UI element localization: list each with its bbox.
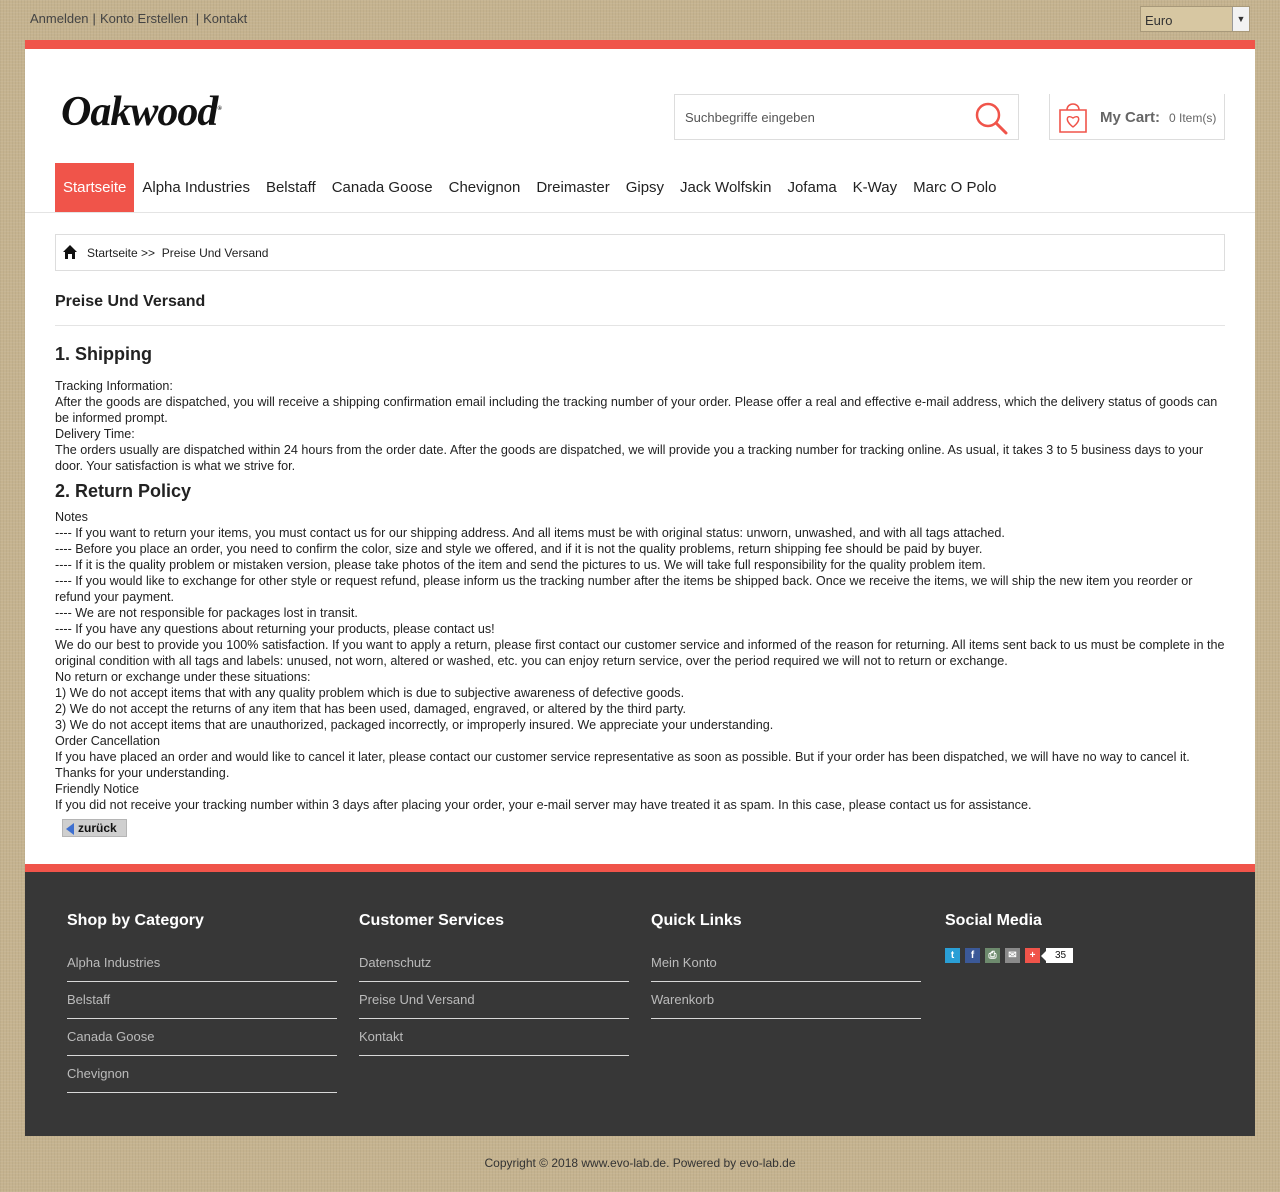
footer-link[interactable]: Preise Und Versand xyxy=(359,982,629,1019)
paragraph: We do our best to provide you 100% satisfaction. If you want to apply a return, please first contact our customer service and informed of the reason for returning. All items sent back to us must be complete in the original condition with all tags and labels: unused, not worn, altered or washed, etc. you can enjoy return service, over the period required we will not to return or exchange. xyxy=(55,638,1225,668)
footer-column-social-media xyxy=(945,912,1215,945)
footer-column-customer-services xyxy=(359,912,629,1056)
facebook-icon[interactable]: f xyxy=(965,948,980,963)
search-box xyxy=(674,94,1019,140)
paragraph: ---- Before you place an order, you need to confirm the color, size and style we offered, and if it is not the quality problems, return shipping fee should be paid by buyer. xyxy=(55,542,983,556)
paragraph: ---- If it is the quality problem or mistaken version, please take photos of the item and send the pictures to us. We will take full responsibility for the quality problem item. xyxy=(55,558,986,572)
page-title: Preise Und Versand xyxy=(55,293,206,310)
nav-item-chevignon[interactable]: Chevignon xyxy=(448,179,521,196)
share-count: 35 xyxy=(1046,948,1073,963)
share-plus-icon[interactable]: + xyxy=(1025,948,1040,963)
paragraph: 1) We do not accept items that with any quality problem which is due to subjective awareness of defective goods. xyxy=(55,686,685,700)
arrow-left-icon xyxy=(66,823,74,835)
nav-item-dreimaster[interactable]: Dreimaster xyxy=(536,179,610,196)
paragraph: If you did not receive your tracking number within 3 days after placing your order, your e-mail server may have treated it as spam. In this case, please contact us for assistance. xyxy=(55,798,1032,812)
back-button-label: zurück xyxy=(78,821,117,835)
paragraph: Order Cancellation xyxy=(55,734,160,748)
nav-item-startseite[interactable]: Startseite xyxy=(55,163,134,212)
footer-link[interactable]: Mein Konto xyxy=(651,945,921,982)
cart-label: My Cart: xyxy=(1100,109,1161,126)
footer-link[interactable]: Kontakt xyxy=(359,1019,629,1056)
print-icon[interactable]: ⎙ xyxy=(985,948,1000,963)
footer-link[interactable]: Datenschutz xyxy=(359,945,629,982)
social-share-bar xyxy=(945,948,1073,964)
breadcrumb xyxy=(55,234,1225,271)
footer-link[interactable]: Canada Goose xyxy=(67,1019,337,1056)
twitter-icon[interactable]: t xyxy=(945,948,960,963)
copyright: Copyright © 2018 www.evo-lab.de. Powered by evo-lab.de xyxy=(484,1156,796,1170)
main-container xyxy=(25,40,1255,864)
footer-column-quick-links xyxy=(651,912,921,1019)
paragraph: ---- We are not responsible for packages lost in transit. xyxy=(55,606,358,620)
top-bar xyxy=(0,0,1280,40)
nav-item-jack-wolfskin[interactable]: Jack Wolfskin xyxy=(680,179,772,196)
divider xyxy=(25,212,1255,213)
paragraph: Tracking Information: xyxy=(55,379,173,393)
cart-widget[interactable] xyxy=(1049,94,1225,140)
paragraph: After the goods are dispatched, you will receive a shipping confirmation email including the tracking number of your order. Please offer a real and effective e-mail address, which the delivery status of goods can be informed prompt. xyxy=(55,395,1218,425)
register-link[interactable]: Konto Erstellen xyxy=(99,11,189,26)
footer-heading: Customer Services xyxy=(359,912,504,929)
logo-text: Oakwood xyxy=(61,89,218,135)
login-link[interactable]: Anmelden xyxy=(30,11,89,26)
paragraph: If you have placed an order and would like to cancel it later, please contact our customer service representative as soon as possible. But if your order has been dispatched, we will have no way to cancel it. Thanks for your understanding. xyxy=(55,750,1190,780)
divider xyxy=(55,325,1225,326)
paragraph: Notes xyxy=(55,510,88,524)
account-links xyxy=(30,11,247,26)
search-icon[interactable] xyxy=(974,101,1008,135)
breadcrumb-home[interactable]: Startseite xyxy=(87,246,138,260)
shopping-bag-icon xyxy=(1058,100,1088,134)
footer-heading: Social Media xyxy=(945,912,1042,929)
back-button[interactable] xyxy=(62,819,127,837)
breadcrumb-trail xyxy=(87,246,268,260)
footer xyxy=(25,864,1255,1136)
separator: | xyxy=(195,11,200,26)
chevron-down-icon[interactable]: ▼ xyxy=(1232,7,1249,31)
footer-link[interactable]: Alpha Industries xyxy=(67,945,337,982)
accent-bar xyxy=(25,864,1255,872)
email-icon[interactable]: ✉ xyxy=(1005,948,1020,963)
registered-mark: ® xyxy=(217,106,221,112)
paragraph: 2) We do not accept the returns of any item that has been used, damaged, engraved, or altered by the third party. xyxy=(55,702,686,716)
breadcrumb-separator: >> xyxy=(141,246,156,260)
currency-value: Euro xyxy=(1145,13,1173,28)
separator: | xyxy=(92,11,96,26)
paragraph: ---- If you would like to exchange for other style or request refund, please inform us the tracking number after the items be shipped back. Once we receive the items, we will ship the new item you reorder or refund your payment. xyxy=(55,574,1193,604)
footer-link[interactable]: Belstaff xyxy=(67,982,337,1019)
paragraph: Delivery Time: xyxy=(55,427,135,441)
nav-item-canada-goose[interactable]: Canada Goose xyxy=(331,179,433,196)
paragraph: ---- If you want to return your items, you must contact us for our shipping address. And all items must be with original status: unworn, unwashed, and with all tags attached. xyxy=(55,526,1005,540)
section-heading-return-policy: 2. Return Policy xyxy=(55,481,192,501)
footer-link[interactable]: Warenkorb xyxy=(651,982,921,1019)
breadcrumb-current: Preise Und Versand xyxy=(161,246,269,260)
nav-item-marc-o-polo[interactable]: Marc O Polo xyxy=(913,179,997,196)
section-heading-shipping: 1. Shipping xyxy=(55,344,152,364)
footer-column-shop-by-category xyxy=(67,912,337,1093)
nav-item-belstaff[interactable]: Belstaff xyxy=(265,179,316,196)
cart-count: 0 Item(s) xyxy=(1169,111,1217,125)
logo[interactable] xyxy=(61,88,221,136)
accent-bar xyxy=(25,40,1255,49)
search-input[interactable] xyxy=(675,95,965,139)
footer-heading: Quick Links xyxy=(651,912,742,929)
nav-item-k-way[interactable]: K-Way xyxy=(852,179,898,196)
paragraph: 3) We do not accept items that are unauthorized, packaged incorrectly, or improperly insured. We appreciate your understanding. xyxy=(55,718,774,732)
paragraph: Friendly Notice xyxy=(55,782,139,796)
currency-select[interactable] xyxy=(1140,6,1250,32)
home-icon[interactable] xyxy=(62,244,78,260)
footer-link[interactable]: Chevignon xyxy=(67,1056,337,1093)
paragraph: No return or exchange under these situations: xyxy=(55,670,311,684)
paragraph: ---- If you have any questions about returning your products, please contact us! xyxy=(55,622,495,636)
nav-item-alpha-industries[interactable]: Alpha Industries xyxy=(142,179,250,196)
contact-link[interactable]: Kontakt xyxy=(203,11,248,26)
footer-heading: Shop by Category xyxy=(67,912,204,929)
nav-item-gipsy[interactable]: Gipsy xyxy=(625,179,665,196)
paragraph: The orders usually are dispatched within 24 hours from the order date. After the goods are dispatched, we will provide you a tracking number for tracking online. As usual, it takes 3 to 5 business days to your door. Your satisfaction is what we strive for. xyxy=(55,443,1204,473)
main-nav xyxy=(55,163,1004,212)
page-content xyxy=(55,340,1225,813)
nav-item-jofama[interactable]: Jofama xyxy=(787,179,837,196)
